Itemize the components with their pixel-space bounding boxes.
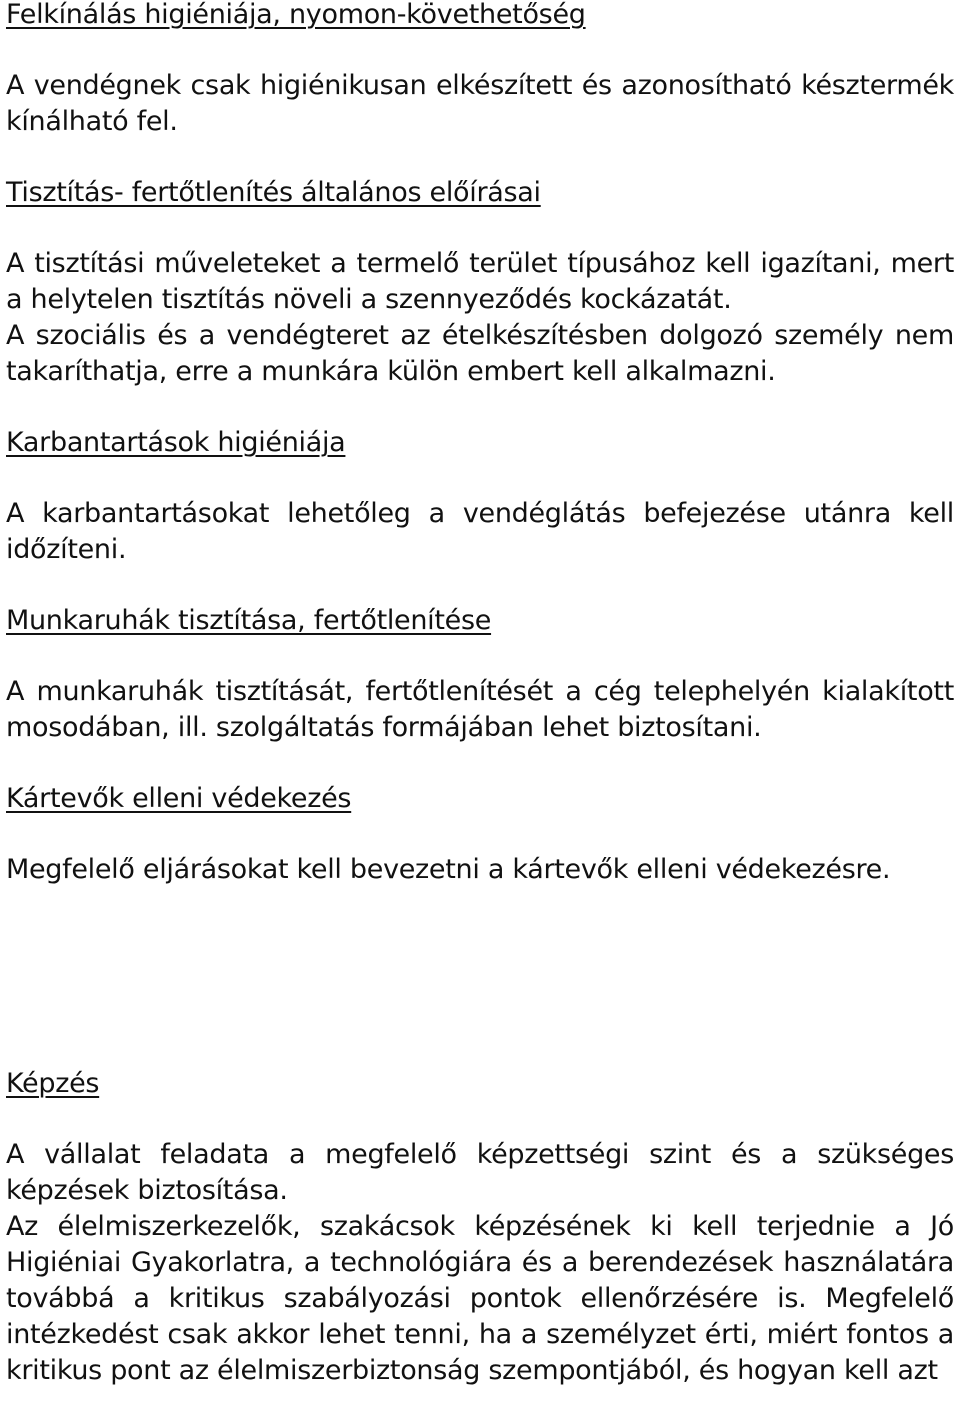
paragraph: A munkaruhák tisztítását, fertőtlenítését a cég telephelyén kialakított mosodában, ill. szolgáltatás formájában lehet biztosítani. bbox=[6, 676, 954, 743]
paragraph: A karbantartásokat lehetőleg a vendéglátás befejezése utánra kell időzíteni. bbox=[6, 498, 954, 565]
spacer bbox=[6, 568, 954, 603]
section-training bbox=[6, 1066, 954, 1389]
section-workwear-cleaning bbox=[6, 603, 954, 746]
section-serving-hygiene bbox=[6, 0, 954, 140]
section-heading: Munkaruhák tisztítása, fertőtlenítése bbox=[6, 605, 492, 636]
spacer bbox=[6, 390, 954, 425]
spacer bbox=[6, 888, 954, 1066]
paragraph: Az élelmiszerkezelők, szakácsok képzésének ki kell terjednie a Jó Higiéniai Gyakorlatra, a technológiára és a berendezések használatára továbbá a kritikus szabályozási pontok ellenőrzésére is. Megfelelő intézkedést csak akkor lehet tenni, ha a személyzet érti, miért fontos a kritikus pont az élelmiszerbiztonság szempontjából, és hogyan kell azt bbox=[6, 1211, 954, 1386]
paragraph: A vendégnek csak higiénikusan elkészített és azonosítható késztermék kínálható fel. bbox=[6, 70, 954, 137]
paragraph: Megfelelő eljárásokat kell bevezetni a kártevők elleni védekezésre. bbox=[6, 854, 891, 885]
section-maintenance-hygiene bbox=[6, 425, 954, 568]
section-heading: Karbantartások higiéniája bbox=[6, 427, 346, 458]
paragraph: A szociális és a vendégteret az ételkészítésben dolgozó személy nem takaríthatja, erre a munkára külön embert kell alkalmazni. bbox=[6, 320, 954, 387]
document-page bbox=[6, 0, 954, 1389]
section-pest-control bbox=[6, 781, 954, 888]
section-heading: Képzés bbox=[6, 1068, 100, 1099]
section-heading: Felkínálás higiéniája, nyomon-követhetőség bbox=[6, 0, 586, 30]
spacer bbox=[6, 140, 954, 175]
section-cleaning-rules bbox=[6, 175, 954, 390]
section-heading: Kártevők elleni védekezés bbox=[6, 783, 352, 814]
paragraph: A tisztítási műveleteket a termelő terület típusához kell igazítani, mert a helytelen tisztítás növeli a szennyeződés kockázatát. bbox=[6, 248, 954, 315]
paragraph: A vállalat feladata a megfelelő képzettségi szint és a szükséges képzések biztosítása. bbox=[6, 1139, 954, 1206]
section-heading: Tisztítás- fertőtlenítés általános előírásai bbox=[6, 177, 541, 208]
spacer bbox=[6, 746, 954, 781]
